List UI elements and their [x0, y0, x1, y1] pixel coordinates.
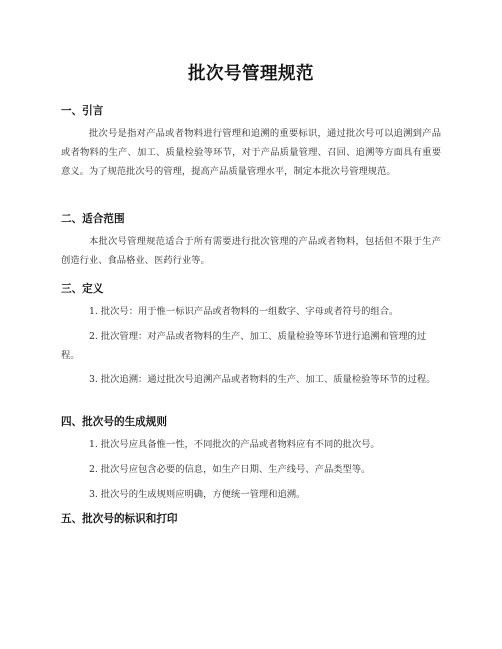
document-title: 批次号管理规范	[188, 64, 314, 84]
section-heading-intro: 一、引言	[61, 105, 104, 117]
section-heading-scope: 二、适合范围	[61, 213, 125, 225]
section-heading-labeling: 五、批次号的标识和打印	[61, 513, 178, 525]
definition-item: 3. 批次追溯：通过批次号追溯产品或者物料的生产、加工、质量检验等环节的过程。	[89, 374, 436, 385]
section-heading-generation-rules: 四、批次号的生成规则	[61, 416, 167, 428]
section-heading-definitions: 三、定义	[61, 283, 104, 295]
rule-item: 1. 批次号应具备惟一性，不同批次的产品或者物料应有不同的批次号。	[89, 439, 380, 450]
section-paragraph-scope: 本批次号管理规范适合于所有需要进行批次管理的产品或者物料，包括但不限于生产创造行业、食品格业、医药行业等。	[61, 236, 441, 266]
section-paragraph-intro: 批次号是指对产品或者物料进行管理和追溯的重要标识，通过批次号可以追溯到产品或者物料的生产、加工、质量检验等环节，对于产品质量管理、召回、追溯等方面具有重要意义。为了规范批次号的管理，提高产品质量管理水平，制定本批次号管理规范。	[61, 128, 441, 177]
definition-item: 1. 批次号：用于惟一标识产品或者物料的一组数字、字母或者符号的组合。	[89, 306, 399, 317]
definition-item: 2. 批次管理：对产品或者物料的生产、加工、质量检验等环节进行追溯和管理的过程。	[61, 331, 427, 361]
rule-item: 3. 批次号的生成规则应明确，方便统一管理和追溯。	[89, 489, 306, 500]
rule-item: 2. 批次号应包含必要的信息，如生产日期、生产线号、产品类型等。	[89, 464, 371, 475]
